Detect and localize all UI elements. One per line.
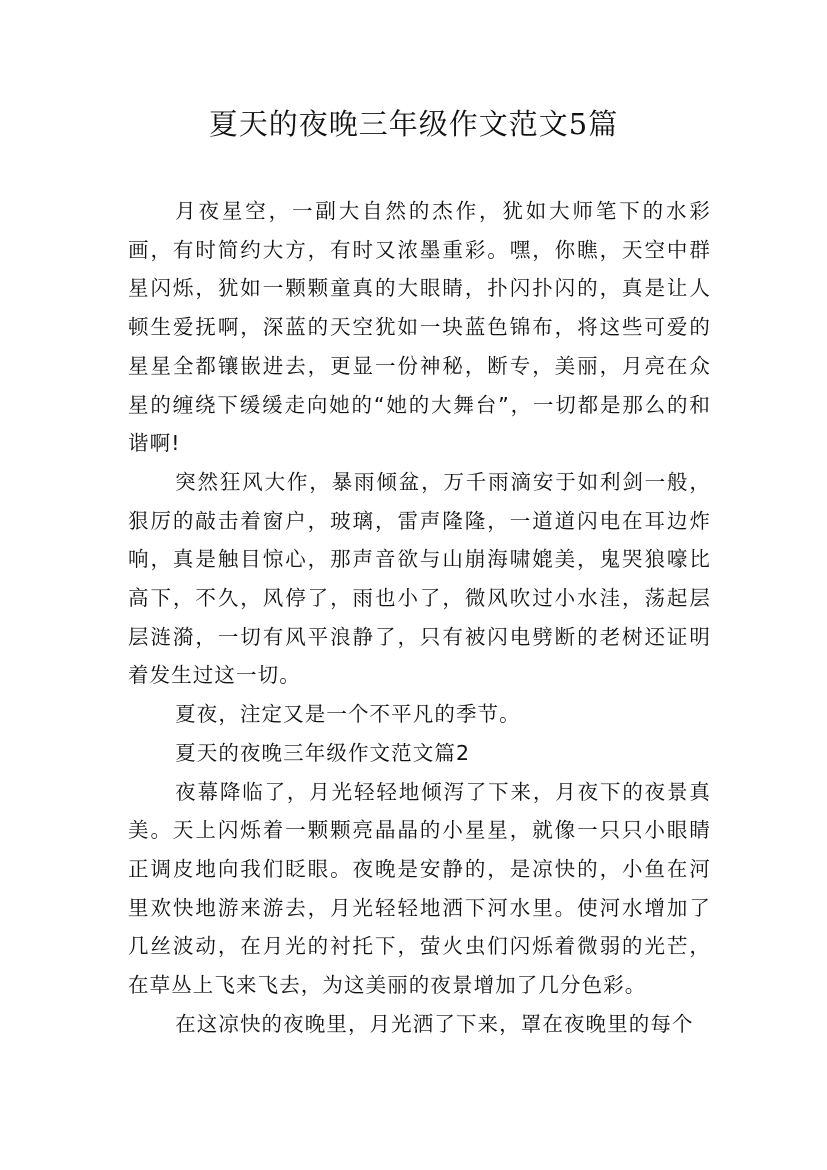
- paragraph-3: 夏夜，注定又是一个不平凡的季节。: [175, 702, 521, 727]
- paragraph-2: 突然狂风大作，暴雨倾盆，万千雨滴安于如利剑一般，狠厉的敲击着窗户，玻璃，雷声隆隆，一道道闪电在耳边炸响，真是触目惊心，那声音欲与山崩海啸媲美，鬼哭狼嚎比高下，不久，风停了，雨也小了，微风吹过小水洼，荡起层层涟漪，一切有风平浪静了，只有被闪电劈断的老树还证明着发生过这一切。: [128, 469, 711, 688]
- paragraph-1: 月夜星空，一副大自然的杰作，犹如大师笔下的水彩画，有时简约大方，有时又浓墨重彩。嘿，你瞧，天空中群星闪烁，犹如一颗颗童真的大眼睛，扑闪扑闪的，真是让人顿生爱抚啊，深蓝的天空犹如一块蓝色锦布，将这些可爱的星星全都镶嵌进去，更显一份神秘，断专，美丽，月亮在众星的缠绕下缓缓走向她的“她的大舞台”，一切都是那么的和谐啊!: [128, 199, 711, 456]
- document-title: 夏天的夜晚三年级作文范文5篇: [208, 107, 619, 141]
- paragraph-5: 在这凉快的夜晚里，月光洒了下来，罩在夜晚里的每个: [175, 1011, 694, 1036]
- section-heading-2: 夏天的夜晚三年级作文范文篇2: [175, 740, 471, 765]
- document-body: [128, 192, 711, 1043]
- paragraph-4: 夜幕降临了，月光轻轻地倾泻了下来，月夜下的夜景真美。天上闪烁着一颗颗亮晶晶的小星星，就像一只只小眼睛正调皮地向我们眨眼。夜晚是安静的，是凉快的，小鱼在河里欢快地游来游去，月光轻轻地洒下河水里。使河水增加了几丝波动，在月光的衬托下，萤火虫们闪烁着微弱的光芒，在草丛上飞来飞去，为这美丽的夜景增加了几分色彩。: [128, 779, 711, 998]
